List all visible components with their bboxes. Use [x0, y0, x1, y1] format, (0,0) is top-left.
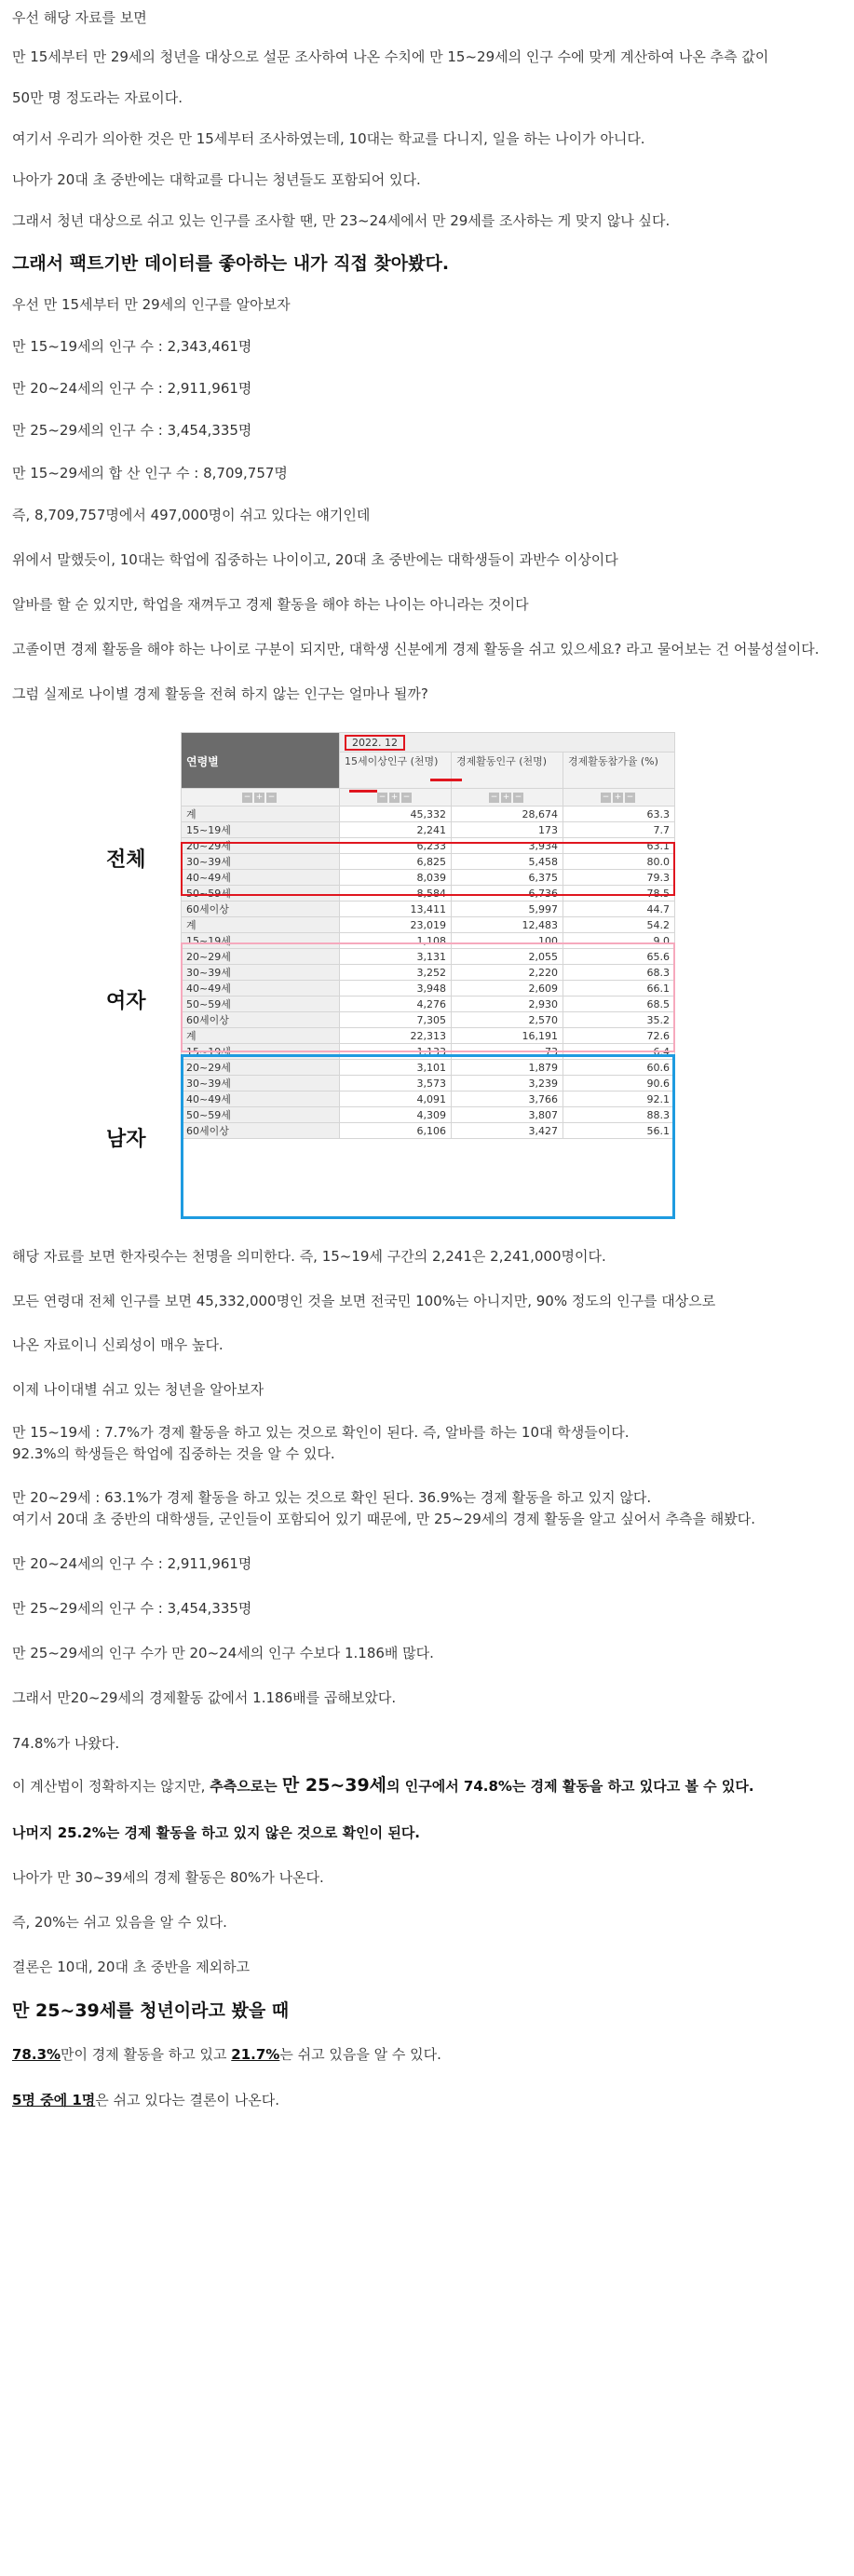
value-cell: 6,106: [340, 1123, 452, 1139]
rest-text: 나머지 25.2%는 경제 활동을 하고 있지 않은 것으로 확인이 된다.: [12, 1824, 421, 1841]
value-cell: 2,241: [340, 822, 452, 838]
value-cell: 2,570: [452, 1012, 563, 1028]
value-cell: 68.5: [563, 997, 675, 1012]
paragraph: 그래서 만20~29세의 경제활동 값에서 1.186배를 곱해보았다.: [12, 1689, 397, 1706]
value-cell: 63.3: [563, 807, 675, 822]
sort-icon[interactable]: − + −: [602, 793, 634, 802]
row-label-cell: 60세이상: [182, 1012, 340, 1028]
row-label-cell: 40~49세: [182, 1091, 340, 1107]
paragraph: 만 25~29세의 인구 수 : 3,454,335명: [12, 1600, 252, 1617]
conclusion-paragraph: [12, 2090, 279, 2110]
conclusion-text: 은 쉬고 있다는 결론이 나온다.: [95, 2092, 280, 2108]
value-cell: 73: [452, 1044, 563, 1060]
value-cell: 80.0: [563, 854, 675, 870]
value-cell: 23,019: [340, 917, 452, 933]
underline-mark: [349, 790, 377, 793]
sort-icon[interactable]: − + −: [243, 793, 276, 802]
row-label-cell: 15~19세: [182, 1044, 340, 1060]
paragraph: 결론은 10대, 20대 초 중반을 제외하고: [12, 1959, 251, 1975]
value-cell: 100: [452, 933, 563, 949]
summary-percent: 21.7%: [231, 2046, 280, 2063]
value-cell: 9.0: [563, 933, 675, 949]
sort-controls[interactable]: [182, 789, 340, 807]
paragraph: 우선 해당 자료를 보면: [12, 9, 147, 26]
row-label-cell: 계: [182, 1028, 340, 1044]
value-cell: 13,411: [340, 902, 452, 917]
paragraph: 알바를 할 순 있지만, 학업을 재껴두고 경제 활동을 해야 하는 나이는 아니라는 것이다: [12, 596, 529, 613]
value-cell: 92.1: [563, 1091, 675, 1107]
row-label-cell: 30~39세: [182, 965, 340, 981]
highlight-box-male: [181, 1054, 675, 1219]
value-cell: 1,879: [452, 1060, 563, 1076]
row-label-cell: 60세이상: [182, 902, 340, 917]
summary-text: 는 쉬고 있음을 알 수 있다.: [279, 2046, 441, 2063]
table-row: [182, 822, 675, 838]
paragraph: 그래서 청년 대상으로 쉬고 있는 인구를 조사할 땐, 만 23~24세에서 만 29세를 조사하는 게 맞지 않나 싶다.: [12, 212, 671, 229]
estimate-text: 추측으로는: [210, 1778, 282, 1795]
table-row: [182, 917, 675, 933]
paragraph: 만 15~29세의 합 산 인구 수 : 8,709,757명: [12, 465, 288, 481]
value-cell: 3,427: [452, 1123, 563, 1139]
value-cell: 6,825: [340, 854, 452, 870]
section-heading: 만 25~39세를 청년이라고 봤을 때: [12, 2000, 290, 2021]
paragraph: 이제 나이대별 쉬고 있는 청년을 알아보자: [12, 1381, 264, 1398]
section-heading: 그래서 팩트기반 데이터를 좋아하는 내가 직접 찾아봤다.: [12, 253, 450, 274]
value-cell: 4,309: [340, 1107, 452, 1123]
paragraph: 위에서 말했듯이, 10대는 학업에 집중하는 나이이고, 20대 초 중반에는 대학생들이 과반수 이상이다: [12, 551, 618, 568]
paragraph: 고졸이면 경제 활동을 해야 하는 나이로 구분이 되지만, 대학생 신분에게 경제 활동을 쉬고 있으세요? 라고 물어보는 건 어불성설이다.: [12, 641, 820, 658]
paragraph: 74.8%가 나왔다.: [12, 1735, 120, 1752]
highlight-box-total-youth: [181, 842, 675, 896]
value-cell: 2,609: [452, 981, 563, 997]
table-row: [182, 807, 675, 822]
value-cell: 3,131: [340, 949, 452, 965]
paragraph: 만 15~19세의 인구 수 : 2,343,461명: [12, 338, 252, 355]
value-cell: 35.2: [563, 1012, 675, 1028]
statistics-figure: [93, 732, 680, 1226]
sort-controls[interactable]: [452, 789, 563, 807]
value-cell: 3,252: [340, 965, 452, 981]
value-cell: 54.2: [563, 917, 675, 933]
value-cell: 3,807: [452, 1107, 563, 1123]
sort-icon[interactable]: − + −: [490, 793, 522, 802]
value-cell: 3,101: [340, 1060, 452, 1076]
paragraph: 모든 연령대 전체 인구를 보면 45,332,000명인 것을 보면 전국민 100%는 아니지만, 90% 정도의 인구를 대상으로: [12, 1293, 716, 1309]
estimate-text: 이 계산법이 정확하지는 않지만,: [12, 1778, 210, 1795]
summary-paragraph: [12, 2044, 441, 2065]
value-cell: 22,313: [340, 1028, 452, 1044]
paragraph: 만 25~29세의 인구 수 : 3,454,335명: [12, 422, 252, 439]
rest-paragraph: [12, 1823, 420, 1843]
value-cell: 45,332: [340, 807, 452, 822]
paragraph: 즉, 20%는 쉬고 있음을 알 수 있다.: [12, 1914, 227, 1931]
row-label-cell: 60세이상: [182, 1123, 340, 1139]
row-label-cell: 50~59세: [182, 997, 340, 1012]
value-cell: 66.1: [563, 981, 675, 997]
sort-icon[interactable]: − + −: [378, 793, 411, 802]
value-cell: 3,766: [452, 1091, 563, 1107]
row-label-cell: 30~39세: [182, 1076, 340, 1091]
highlight-box-female: [181, 942, 675, 1052]
column-header[interactable]: 경제활동참가율 (%): [563, 752, 675, 789]
row-label-cell: 15~19세: [182, 933, 340, 949]
paragraph: 여기서 20대 초 중반의 대학생들, 군인들이 포함되어 있기 때문에, 만 25~29세의 경제 활동을 알고 싶어서 추측을 해봤다.: [12, 1511, 755, 1527]
paragraph: 만 20~24세의 인구 수 : 2,911,961명: [12, 1555, 252, 1572]
group-label-total: 전체: [106, 848, 146, 872]
value-cell: 173: [452, 822, 563, 838]
row-label-cell: 계: [182, 917, 340, 933]
value-cell: 72.6: [563, 1028, 675, 1044]
paragraph: 여기서 우리가 의아한 것은 만 15세부터 조사하였는데, 10대는 학교를 다니지, 일을 하는 나이가 아니다.: [12, 130, 645, 147]
sort-controls[interactable]: [563, 789, 675, 807]
value-cell: 88.3: [563, 1107, 675, 1123]
group-label-male: 남자: [106, 1128, 146, 1151]
value-cell: 1,108: [340, 933, 452, 949]
paragraph: 그럼 실제로 나이별 경제 활동을 전혀 하지 않는 인구는 얼마나 될까?: [12, 685, 428, 702]
value-cell: 79.3: [563, 870, 675, 886]
table-row: [182, 902, 675, 917]
estimate-paragraph: [12, 1775, 754, 1796]
estimate-text: 의 인구에서 74.8%는 경제 활동을 하고 있다고 볼 수 있다.: [386, 1778, 754, 1795]
paragraph: 만 20~24세의 인구 수 : 2,911,961명: [12, 380, 252, 397]
value-cell: 8,039: [340, 870, 452, 886]
paragraph: 나온 자료이니 신뢰성이 매우 높다.: [12, 1336, 224, 1353]
year-label: 2022. 12: [345, 735, 405, 751]
value-cell: 6,736: [452, 886, 563, 902]
value-cell: 16,191: [452, 1028, 563, 1044]
row-label-cell: 15~19세: [182, 822, 340, 838]
value-cell: 2,930: [452, 997, 563, 1012]
value-cell: 6,375: [452, 870, 563, 886]
paragraph: 만 25~29세의 인구 수가 만 20~24세의 인구 수보다 1.186배 많다.: [12, 1645, 434, 1661]
summary-percent: 78.3%: [12, 2046, 61, 2063]
paragraph: 92.3%의 학생들은 학업에 집중하는 것을 알 수 있다.: [12, 1445, 335, 1462]
value-cell: 78.5: [563, 886, 675, 902]
value-cell: 3,573: [340, 1076, 452, 1091]
summary-text: 만이 경제 활동을 하고 있고: [61, 2046, 232, 2063]
value-cell: 56.1: [563, 1123, 675, 1139]
estimate-age-range: 만 25~39세: [281, 1775, 387, 1796]
row-label-cell: 20~29세: [182, 838, 340, 854]
value-cell: 7.7: [563, 822, 675, 838]
paragraph: 나아가 만 30~39세의 경제 활동은 80%가 나온다.: [12, 1869, 324, 1886]
value-cell: 2,220: [452, 965, 563, 981]
value-cell: 8,584: [340, 886, 452, 902]
value-cell: 4,091: [340, 1091, 452, 1107]
row-label-cell: 50~59세: [182, 886, 340, 902]
value-cell: 6.4: [563, 1044, 675, 1060]
row-label-cell: 30~39세: [182, 854, 340, 870]
value-cell: 7,305: [340, 1012, 452, 1028]
underline-mark: [430, 779, 462, 781]
value-cell: 65.6: [563, 949, 675, 965]
value-cell: 28,674: [452, 807, 563, 822]
value-cell: 12,483: [452, 917, 563, 933]
table-header-age: 연령별: [182, 733, 340, 789]
value-cell: 6,233: [340, 838, 452, 854]
column-header[interactable]: 15세이상인구 (천명): [340, 752, 452, 789]
column-header[interactable]: 경제활동인구 (천명): [452, 752, 563, 789]
value-cell: 4,276: [340, 997, 452, 1012]
row-label-cell: 50~59세: [182, 1107, 340, 1123]
value-cell: 5,458: [452, 854, 563, 870]
paragraph: 만 15세부터 만 29세의 청년을 대상으로 설문 조사하여 나온 수치에 만 15~29세의 인구 수에 맞게 계산하여 나온 추측 값이: [12, 48, 769, 65]
value-cell: 63.1: [563, 838, 675, 854]
value-cell: 44.7: [563, 902, 675, 917]
paragraph: 만 15~19세 : 7.7%가 경제 활동을 하고 있는 것으로 확인이 된다. 즉, 알바를 하는 10대 학생들이다.: [12, 1424, 630, 1441]
value-cell: 3,934: [452, 838, 563, 854]
value-cell: 5,997: [452, 902, 563, 917]
table-header-year: [340, 733, 675, 752]
conclusion-emphasis: 5명 중에 1명: [12, 2092, 96, 2108]
group-label-female: 여자: [106, 990, 146, 1013]
value-cell: 2,055: [452, 949, 563, 965]
row-label-cell: 계: [182, 807, 340, 822]
row-label-cell: 20~29세: [182, 1060, 340, 1076]
paragraph: 우선 만 15세부터 만 29세의 인구를 알아보자: [12, 296, 291, 313]
row-label-cell: 40~49세: [182, 981, 340, 997]
value-cell: 3,948: [340, 981, 452, 997]
value-cell: 3,239: [452, 1076, 563, 1091]
row-label-cell: 20~29세: [182, 949, 340, 965]
paragraph: 50만 명 정도라는 자료이다.: [12, 89, 183, 106]
row-label-cell: 40~49세: [182, 870, 340, 886]
paragraph: 해당 자료를 보면 한자릿수는 천명을 의미한다. 즉, 15~19세 구간의 2,241은 2,241,000명이다.: [12, 1248, 606, 1265]
value-cell: 68.3: [563, 965, 675, 981]
paragraph: 즉, 8,709,757명에서 497,000명이 쉬고 있다는 얘기인데: [12, 507, 371, 523]
paragraph: 만 20~29세 : 63.1%가 경제 활동을 하고 있는 것으로 확인 된다. 36.9%는 경제 활동을 하고 있지 않다.: [12, 1489, 652, 1506]
value-cell: 90.6: [563, 1076, 675, 1091]
value-cell: 1,133: [340, 1044, 452, 1060]
paragraph: 나아가 20대 초 중반에는 대학교를 다니는 청년들도 포함되어 있다.: [12, 171, 421, 188]
value-cell: 60.6: [563, 1060, 675, 1076]
